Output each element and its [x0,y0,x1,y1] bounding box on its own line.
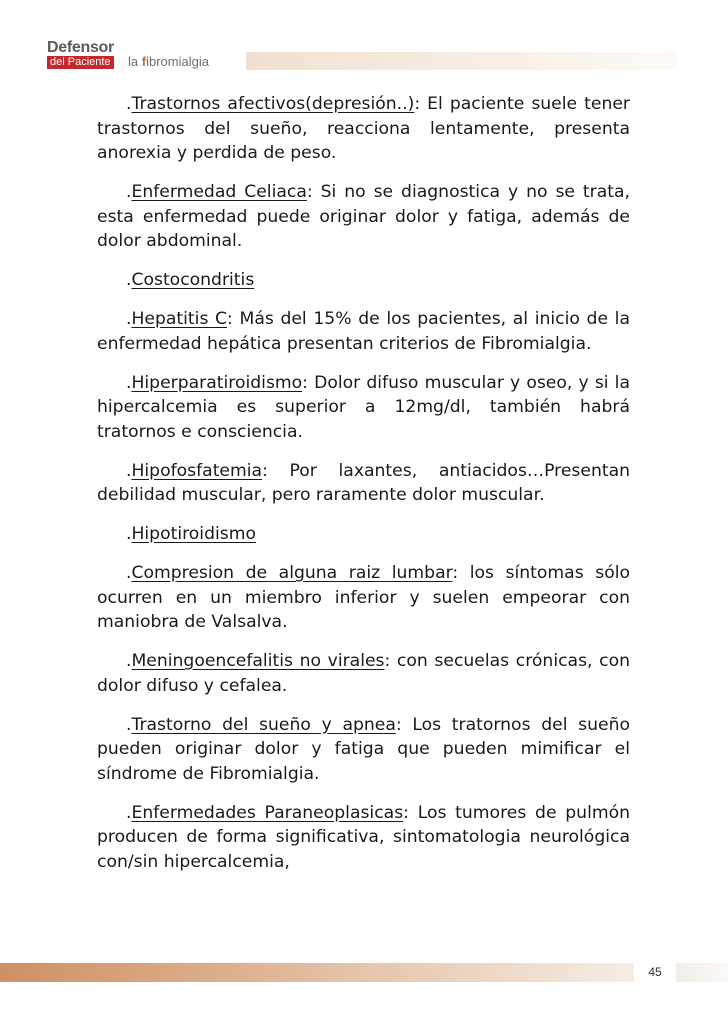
paragraph: .Meningoencefalitis no virales: con secuelas crónicas, con dolor difuso y cefalea. [97,651,631,696]
paragraph-term: Enfermedades Paraneoplasicas [131,802,404,823]
paragraph-text: : Por laxantes, antiacidos…Presentan debilidad muscular, pero raramente dolor muscular. [97,460,630,505]
footer-decorative-bar [0,963,634,982]
paragraph: .Trastornos afectivos(depresión..): El paciente suele tener trastornos del sueño, reacciona lentamente, presenta anorexia y perdida de peso. [97,94,630,163]
logo-subtitle: del Paciente [47,56,114,69]
page-number: 45 [648,965,662,979]
paragraph: .Hipotiroidismo [126,524,256,544]
paragraph-text: : Si no se diagnostica y no se trata, esta enfermedad puede originar dolor y fatiga, además de dolor abdominal. [97,182,630,251]
paragraph: .Hepatitis C: Más del 15% de los pacientes, al inicio de la enfermedad hepática presentan criterios de Fibromialgia. [97,309,630,354]
paragraph: .Costocondritis [126,270,255,290]
paragraph: .Enfermedad Celiaca: Si no se diagnostica y no se trata, esta enfermedad puede originar dolor y fatiga, además de dolor abdominal. [97,182,630,251]
paragraph: .Compresion de alguna raiz lumbar: los síntomas sólo ocurren en un miembro inferior y suelen empeorar con maniobra de Valsalva. [97,563,630,632]
tagline-rest: ibromialgia [146,54,209,69]
paragraph-term: Hiperparatiroidismo [131,372,303,393]
paragraph-text: : los síntomas sólo ocurren en un miembro inferior y suelen empeorar con maniobra de Valsalva. [97,563,630,632]
paragraph: .Hiperparatiroidismo: Dolor difuso muscular y oseo, y si la hipercalcemia es superior a 12mg/dl, también habrá tratornos e consciencia. [97,372,630,442]
paragraph-term: Hipotiroidismo [131,524,256,544]
paragraph-term: Hipofosfatemia [131,460,263,481]
paragraph-term: Costocondritis [131,270,255,290]
header-tagline [128,54,209,70]
paragraph-term: Trastornos afectivos(depresión..) [131,94,415,114]
footer-decorative-bar-right [676,963,728,982]
paragraph-term: Trastorno del sueño y apnea [131,714,396,735]
paragraph: .Trastorno del sueño y apnea: Los tratornos del sueño pueden originar dolor y fatiga que pueden mimificar el síndrome de Fibromialgia. [97,714,630,784]
paragraph: .Hipofosfatemia: Por laxantes, antiacidos…Presentan debilidad muscular, pero raramente dolor muscular. [97,460,630,505]
paragraph-text: : Los tumores de pulmón producen de forma significativa, sintomatologia neurológica con/sin hipercalcemia, [97,802,630,872]
header-decorative-bar [246,52,677,70]
paragraph-text: : Dolor difuso muscular y oseo, y si la hipercalcemia es superior a 12mg/dl, también habrá tratornos e consciencia. [97,372,630,442]
paragraph-term: Meningoencefalitis no virales [131,651,385,671]
page-header [47,40,677,72]
paragraph-text: : Más del 15% de los pacientes, al inicio de la enfermedad hepática presentan criterios de Fibromialgia. [97,309,630,354]
paragraph-text: : Los tratornos del sueño pueden originar dolor y fatiga que pueden mimificar el síndrome de Fibromialgia. [97,714,630,784]
paragraph-term: Hepatitis C [131,309,228,329]
paragraph-text: : con secuelas crónicas, con dolor difuso y cefalea. [97,651,631,696]
paragraph: .Enfermedades Paraneoplasicas: Los tumores de pulmón producen de forma significativa, sintomatologia neurológica con/sin hipercalcemia, [97,802,630,872]
body-text [97,92,630,889]
tagline-prefix: la [128,54,142,69]
defensor-del-paciente-logo [47,40,125,70]
paragraph-text: : El paciente suele tener trastornos del sueño, reacciona lentamente, presenta anorexia y perdida de peso. [97,94,630,163]
logo-title: Defensor [47,39,114,56]
paragraph-term: Compresion de alguna raiz lumbar [131,563,453,583]
tagline-accent: f [141,54,147,69]
paragraph-term: Enfermedad Celiaca [131,182,307,202]
